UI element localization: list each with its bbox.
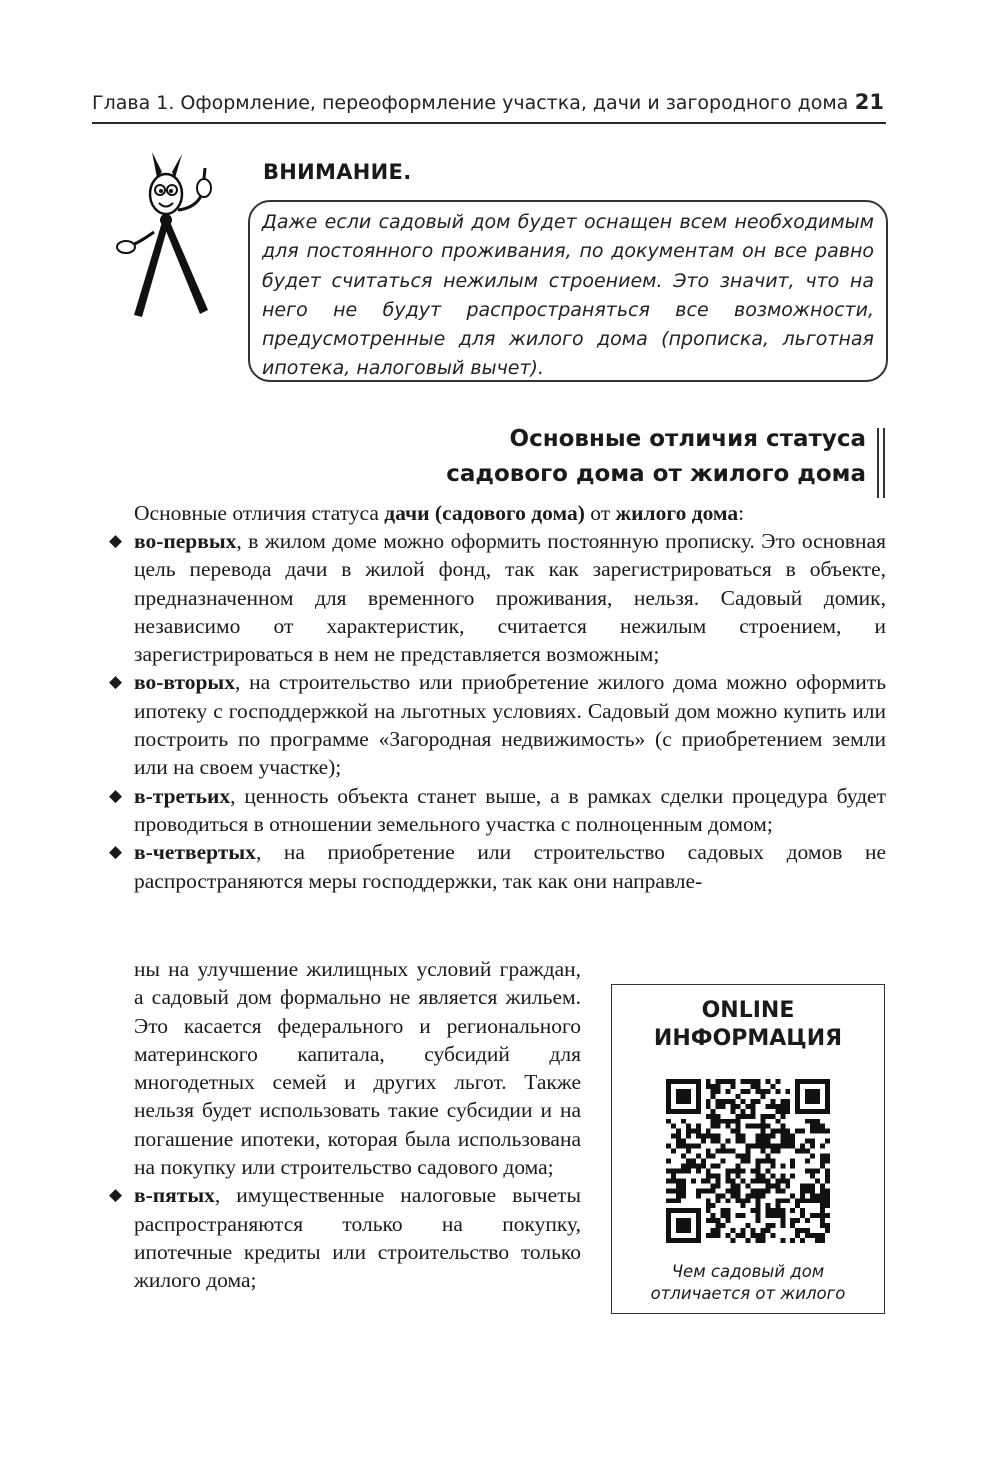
bullet-lead: во-первых [134,529,237,553]
bullet-diamond-icon: ◆ [109,785,123,805]
scissors-mascot-icon [112,150,224,325]
bullet-lead: в-четвертых [134,840,256,865]
list-item-continuation [134,955,581,1181]
list-item [109,668,886,781]
section-title-line1: Основные отличия статуса [509,426,866,452]
online-caption-line1: Чем садовый дом [671,1262,825,1281]
bullet-diamond-icon: ◆ [109,672,123,692]
title-decor-bars [877,428,887,498]
bullet-text: , ценность объекта станет выше, а в рамках сделки процедура будет проводиться в отношении земельного участка с полноценным домом; [134,783,886,836]
online-title [612,997,884,1053]
list-item [109,527,886,668]
bullet-text: , в жилом доме можно оформить постоянную прописку. Это основная цель перевода дачи в жилой фонд, так как зарегистрироваться в объекте, предназначенном для временного проживания, нельзя. Садовый домик, независимо от характеристик, считается нежилым строением, и зарегистрироваться в нем не представляется возможным; [134,529,886,667]
bullet-lead: во-вторых [134,670,235,695]
bullet-text: ны на улучшение жилищных условий граждан, а садовый дом формально не является жильем. Это касается федерального и регионального материнского капитала, субсидий для многодетных семей и других льгот. Также нельзя будет использовать такие субсидии и на погашение ипотеки, которая была использована на покупку или строительство садового дома; [134,957,581,1180]
online-caption-line2: отличается от жилого [650,1284,846,1303]
online-title-line1: ONLINE [701,998,795,1023]
bullet-list [109,527,886,895]
list-item [109,782,886,839]
attention-box [248,200,888,382]
bullet-diamond-icon: ◆ [109,1185,123,1205]
online-info-box [611,984,885,1314]
online-title-line2: ИНФОРМАЦИЯ [653,1026,843,1051]
attention-title: ВНИМАНИЕ. [263,160,412,184]
running-header [92,88,886,124]
chapter-title: Глава 1. Оформление, переоформление участка, дачи и загородного дома [92,92,849,114]
bullet-lead: в-пятых [134,1183,215,1208]
bullet-text: , на приобретение или строительство садовых домов не распространяются меры господдержки, так как они направле- [134,840,886,893]
section-title-line2: садового дома от жилого дома [446,461,866,487]
online-caption [612,1261,884,1305]
intro-paragraph [134,499,886,527]
bullet-diamond-icon: ◆ [109,842,123,862]
intro-text: от [584,501,616,525]
intro-bold-dacha: дачи (садового дома) [384,501,585,525]
section-title [346,422,866,492]
intro-text: Основные отличия статуса [134,501,385,525]
qr-code-icon[interactable] [666,1079,830,1243]
bullet-lead: в-третьих [134,783,231,808]
bullet-text: , имущественные налоговые вычеты распространяются только на покупку, ипотечные кредиты или строительство только жилого дома; [134,1183,581,1293]
page-number: 21 [854,90,884,114]
bullet-diamond-icon: ◆ [109,531,123,550]
intro-bold-house: жилого дома [615,501,739,525]
bullet-text: , на строительство или приобретение жилого дома можно оформить ипотеку с господдержкой на льготных условиях. Садовый дом можно купить или построить по программе «Загородная недвижимость» (с приобретением земли или на своем участке); [134,670,886,780]
bullet-list-narrow [109,955,581,1295]
attention-text: Даже если садовый дом будет оснащен всем необходимым для постоянного проживания, по документам он все равно будет считаться нежилым строением. Это значит, что на него не будут распространяться все возможности, предусмотренные для жилого дома (прописка, льготная ипотека, налоговый вычет). [262,211,874,380]
intro-text: : [738,501,745,525]
list-item [109,1181,581,1294]
list-item [109,838,886,895]
